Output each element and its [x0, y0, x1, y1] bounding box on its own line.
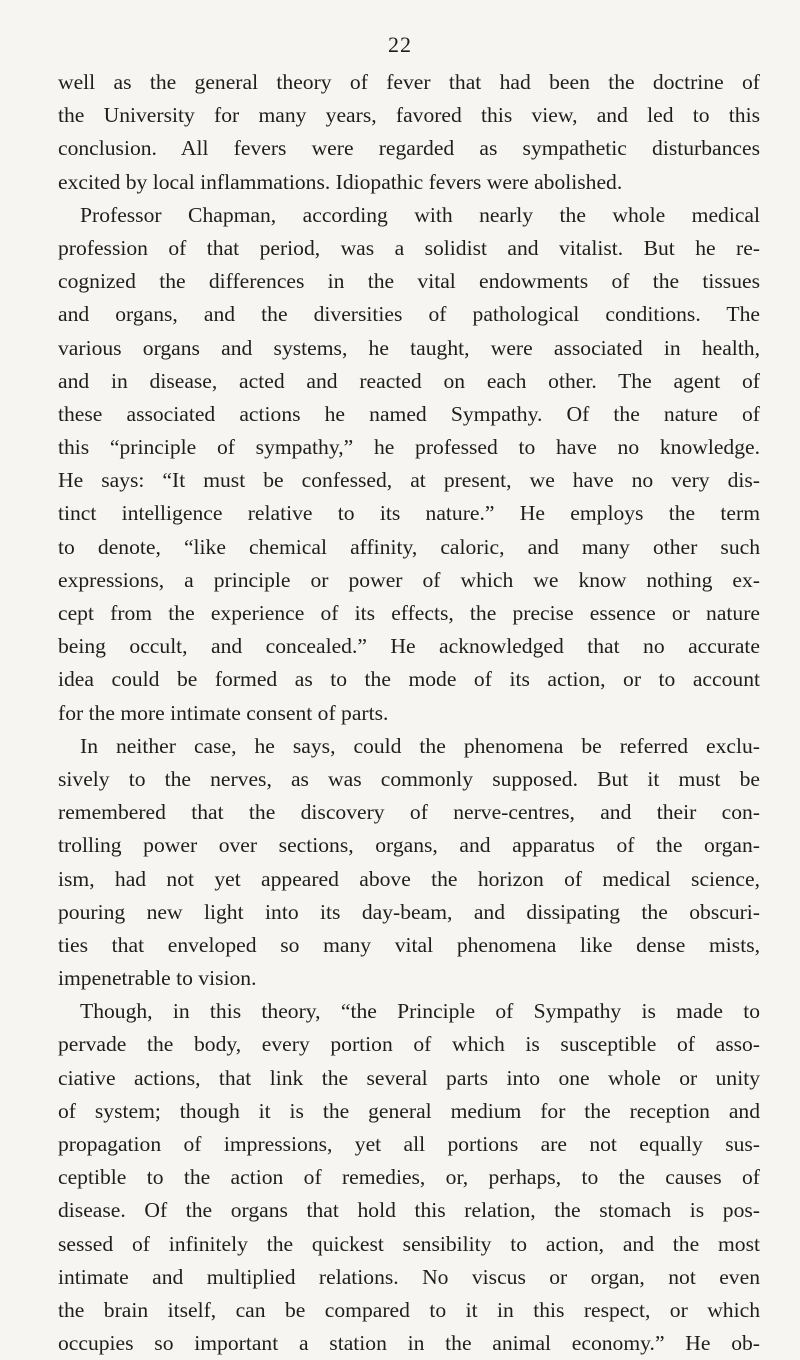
text-line: conclusion. All fevers were regarded as sympathetic disturbances — [58, 136, 760, 161]
text-line: Professor Chapman, according with nearly the whole medical — [80, 202, 760, 227]
text-line: ism, had not yet appeared above the horizon of medical science, — [58, 866, 760, 891]
text-line: for the more intimate consent of parts. — [58, 700, 389, 725]
paragraph — [58, 199, 760, 730]
page-number: 22 — [388, 32, 412, 57]
text-line: In neither case, he says, could the phenomena be referred exclu- — [80, 733, 760, 758]
text-line: various organs and systems, he taught, were associated in health, — [58, 335, 760, 360]
text-line: these associated actions he named Sympathy. Of the nature of — [58, 401, 760, 426]
paragraph — [58, 66, 760, 199]
text-line: and organs, and the diversities of pathological conditions. The — [58, 302, 760, 327]
text-line: well as the general theory of fever that had been the doctrine of — [58, 70, 760, 94]
text-line: ties that enveloped so many vital phenomena like dense mists, — [58, 932, 760, 957]
text-line: this “principle of sympathy,” he professed to have no knowledge. — [58, 435, 760, 460]
text-line: ceptible to the action of remedies, or, perhaps, to the causes of — [58, 1165, 760, 1190]
text-line: tinct intelligence relative to its nature.” He employs the term — [58, 501, 760, 526]
text-line: of system; though it is the general medium for the reception and — [58, 1098, 760, 1123]
text-line: pervade the body, every portion of which is susceptible of asso- — [58, 1032, 760, 1057]
text-line: disease. Of the organs that hold this relation, the stomach is pos- — [58, 1198, 760, 1223]
text-line: to denote, “like chemical affinity, caloric, and many other such — [58, 534, 760, 559]
text-line: and in disease, acted and reacted on each other. The agent of — [58, 368, 760, 393]
text-line: sively to the nerves, as was commonly supposed. But it must be — [58, 766, 760, 791]
text-line: cept from the experience of its effects, the precise essence or nature — [58, 601, 760, 625]
text-line: profession of that period, was a solidist and vitalist. But he re- — [58, 235, 760, 260]
text-line: ciative actions, that link the several parts into one whole or unity — [58, 1065, 760, 1090]
text-line: sessed of infinitely the quickest sensibility to action, and the most — [58, 1231, 760, 1256]
text-line: expressions, a principle or power of which we know nothing ex- — [58, 567, 760, 592]
body-text — [58, 66, 760, 1360]
text-line: idea could be formed as to the mode of its action, or to account — [58, 667, 760, 692]
paragraph — [58, 995, 760, 1360]
text-line: excited by local inflammations. Idiopathic fevers were abolished. — [58, 169, 623, 194]
text-line: remembered that the discovery of nerve-centres, and their con- — [58, 800, 760, 825]
text-line: cognized the differences in the vital endowments of the tissues — [58, 269, 760, 294]
paragraph — [58, 730, 760, 996]
text-line: He says: “It must be confessed, at present, we have no very dis- — [58, 468, 760, 493]
text-line: the brain itself, can be compared to it in this respect, or which — [58, 1297, 760, 1322]
text-line: occupies so important a station in the animal economy.” He ob- — [58, 1331, 760, 1356]
text-line: intimate and multiplied relations. No viscus or organ, not even — [58, 1264, 760, 1289]
text-line: impenetrable to vision. — [58, 966, 257, 991]
text-line: pouring new light into its day-beam, and dissipating the obscuri- — [58, 899, 760, 924]
text-line: being occult, and concealed.” He acknowledged that no accurate — [58, 634, 760, 659]
text-line: Though, in this theory, “the Principle of Sympathy is made to — [80, 999, 760, 1024]
text-line: trolling power over sections, organs, and apparatus of the organ- — [58, 833, 760, 858]
text-line: the University for many years, favored this view, and led to this — [58, 103, 760, 128]
text-line: propagation of impressions, yet all portions are not equally sus- — [58, 1132, 760, 1156]
